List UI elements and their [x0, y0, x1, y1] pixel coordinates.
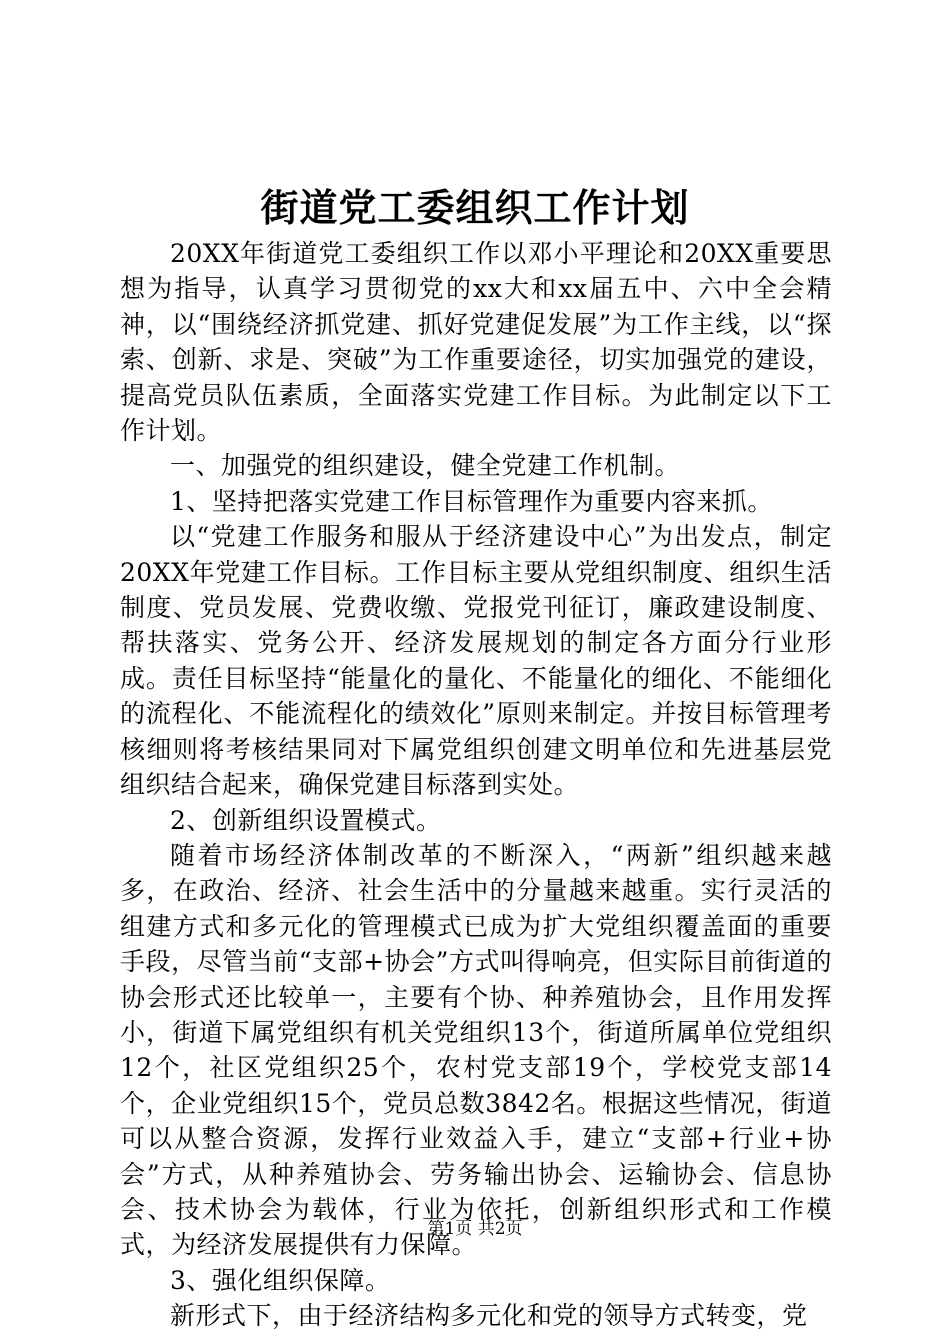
paragraph-continuation: 新形式下，由于经济结构多元化和党的领导方式转变，党	[170, 1301, 808, 1331]
paragraph-intro: 20XX年街道党工委组织工作以邓小平理论和20XX重要思想为指导，认真学习贯彻党的xx大和xx届五中、六中全会精神，以“围绕经济抓党建、抓好党建促发展”为工作主线，以“探索、创新、求是、突破”为工作重要途径，切实加强党的建设，提高党员队伍素质，全面落实党建工作目标。为此制定以下工作计划。	[120, 239, 832, 446]
document-title: 街道党工委组织工作计划	[260, 185, 690, 230]
paragraph-goals: 以“党建工作服务和服从于经济建设中心”为出发点，制定20XX年党建工作目标。工作目标主要从党组织制度、组织生活制度、党员发展、党费收缴、党报党刊征订，廉政建设制度、帮扶落实、党务公开、经济发展规划的制定各方面分行业形成。责任目标坚持“能量化的量化、不能量化的细化、不能细化的流程化、不能流程化的绩效化”原则来制定。并按目标管理考核细则将考核结果同对下属党组织创建文明单位和先进基层党组织结合起来，确保党建目标落到实处。	[120, 522, 832, 800]
page-number-footer: 第1页 共2页	[427, 1219, 523, 1239]
section-heading-1: 一、加强党的组织建设，健全党建工作机制。	[170, 451, 681, 481]
subsection-heading-3: 3、强化组织保障。	[170, 1265, 391, 1295]
subsection-heading-1: 1、坚持把落实党建工作目标管理作为重要内容来抓。	[170, 486, 773, 516]
subsection-heading-2: 2、创新组织设置模式。	[170, 805, 442, 835]
paragraph-organization-model: 随着市场经济体制改革的不断深入，“两新”组织越来越多，在政治、经济、社会生活中的分量越来越重。实行灵活的组建方式和多元化的管理模式已成为扩大党组织覆盖面的重要手段，尽管当前“支部+协会”方式叫得响亮，但实际目前街道的协会形式还比较单一，主要有个协、种养殖协会，且作用发挥小，街道下属党组织有机关党组织13个，街道所属单位党组织12个，社区党组织25个，农村党支部19个，学校党支部14个，企业党组织15个，党员总数3842名。根据这些情况，街道可以从整合资源，发挥行业效益入手，建立“支部+行业+协会”方式，从种养殖协会、劳务输出协会、运输协会、信息协会、技术协会为载体，行业为依托，创新组织形式和工作模式，为经济发展提供有力保障。	[120, 840, 832, 1260]
document-body	[120, 236, 832, 1334]
